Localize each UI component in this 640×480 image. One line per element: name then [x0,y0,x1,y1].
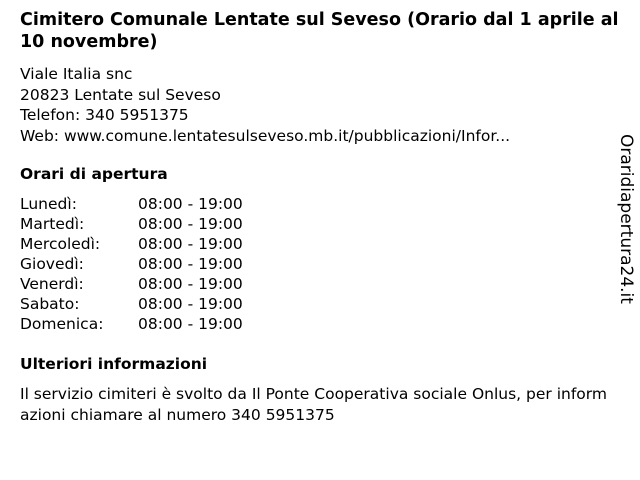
time-range: 08:00 - 19:00 [138,255,243,273]
more-info-text: Il servizio cimiteri è svolto da Il Ponte Cooperativa sociale Onlus, per informazioni chiamare al numero 340 5951375 [20,385,607,424]
website-link[interactable]: Web: www.comune.lentatesulseveso.mb.it/pubblicazioni/Infor... [20,126,511,145]
day-label: Sabato: [20,295,80,313]
page-title: Cimitero Comunale Lentate sul Seveso (Orario dal 1 aprile al 10 novembre) [20,10,619,52]
address-block [20,64,510,146]
watermark-text: Oraridiapertura24.it [616,134,636,304]
day-label: Venerdì: [20,275,84,293]
time-range: 08:00 - 19:00 [138,235,243,253]
phone-number[interactable]: Telefon: 340 5951375 [20,106,189,124]
time-range: 08:00 - 19:00 [138,295,243,313]
hours-heading: Orari di apertura [20,165,168,183]
time-range: 08:00 - 19:00 [138,215,243,233]
day-label: Mercoledì: [20,235,101,253]
day-label: Domenica: [20,315,104,333]
more-info-heading: Ulteriori informazioni [20,355,208,373]
time-range: 08:00 - 19:00 [138,275,243,293]
time-range: 08:00 - 19:00 [138,315,243,333]
day-label: Giovedì: [20,255,84,273]
day-label: Martedì: [20,215,85,233]
street-address: Viale Italia snc [20,65,133,83]
day-label: Lunedì: [20,195,77,213]
postal-city: 20823 Lentate sul Seveso [20,85,221,104]
watermark [612,134,640,314]
time-range: 08:00 - 19:00 [138,195,243,213]
